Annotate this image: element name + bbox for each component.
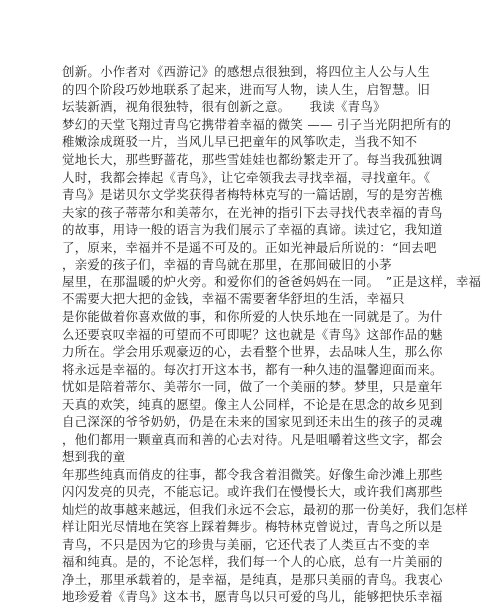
text-line-8: 青鸟》是诺贝尔文学奖获得者梅特林克写的一篇话剧，写的是穷苦樵 — [62, 187, 443, 202]
text-line-17: 力所在。学会用乐观豪迈的心，去看整个世界，去品味人生，那么你 — [62, 344, 443, 359]
text-line-5: 稚嫩涂成斑驳一片，当风儿早已把童年的风筝吹走，当我不知不 — [62, 134, 418, 149]
text-line-7: 人时，我都会捧起《青鸟》，让它牵领我去寻找幸福，寻找童年。《 — [62, 170, 431, 185]
text-line-9: 夫家的孩子蒂蒂尔和美蒂尔，在光神的指引下去寻找代表幸福的青鸟 — [62, 205, 443, 220]
text-line-18: 将永远是幸福的。每次打开这本书，都有一种久违的温馨迎面而来。 — [62, 362, 443, 377]
text-line-2: 的四个阶段巧妙地联系了起来，进而写人物，读人生，启智慧。旧 — [62, 82, 431, 97]
text-line-11: 了，原来，幸福并不是遥不可及的。正如光神最后所说的：“回去吧 — [62, 240, 437, 255]
text-line-23: 想到我的童 — [62, 449, 126, 464]
text-line-27: 样让阳光尽情地在笑容上踩着舞步。梅特林克曾说过，青鸟之所以是 — [62, 519, 443, 534]
text-line-6: 觉地长大，那些野蔷花，那些雪娃娃也都纷繁走开了。每当我孤独调 — [62, 152, 443, 167]
text-line-1: 创新。小作者对《西游记》的感想点很独到，将四位主人公与人生 — [62, 64, 431, 79]
text-line-31: 地珍爱着《青鸟》这本书，愿青鸟以只可爱的鸟儿，能够把快乐幸福 — [62, 589, 443, 604]
text-line-28: 青鸟，不只是因为它的珍贵与美丽，它还代表了人类亘古不变的幸 — [62, 537, 431, 552]
text-line-3: 坛装新酒，视角很独特，很有创新之意。 我读《青鸟》 — [62, 99, 386, 114]
text-line-21: 自己深深的爷爷奶奶，仍是在未来的国家见到还未出生的孩子的灵魂 — [62, 414, 443, 429]
text-line-16: 么还要哀叹幸福的可望而不可即呢？这也就是《青鸟》这部作品的魅 — [62, 327, 443, 342]
text-line-20: 天真的欢笑，纯真的愿望。像主人公同样，不论是在思念的故乡见到 — [62, 397, 443, 412]
text-line-26: 灿烂的故事越来越远，但我们永远不会忘，最初的那一份美好，我们怎样 — [62, 502, 469, 517]
text-line-15: 是你能做着你喜欢做的事，和你所爱的人快乐地在一同就是了。为什 — [62, 309, 443, 324]
text-line-12: ，亲爱的孩子们，幸福的青鸟就在那里，在那间破旧的小茅 — [62, 257, 392, 272]
text-line-14: 不需要大把大把的金钱，幸福不需要奢华舒坦的生活，幸福只 — [62, 291, 405, 306]
text-line-19: 忧如是陪着蒂尔、美蒂尔一同，做了一个美丽的梦。梦里，只是童年 — [62, 379, 443, 394]
text-line-13: 屋里，在那温暖的炉火旁。和爱你们的爸爸妈妈在一同。 ”正是这样，幸福 — [62, 274, 482, 289]
text-line-25: 闪闪发亮的贝壳，不能忘记。或许我们在慢慢长大，或许我们离那些 — [62, 484, 443, 499]
text-line-30: 净土，那里承载着的，是幸福，是纯真，是那只美丽的青鸟。我衷心 — [62, 572, 443, 587]
text-line-29: 福和纯真。是的，不论怎样，我们每一个人的心底，总有一片美丽的 — [62, 554, 443, 569]
text-line-22: ，他们都用一颗童真而和善的心去对待。凡是咀嚼着这些文字，都会 — [62, 432, 443, 447]
text-line-24: 年那些纯真而俏皮的往事，都令我含着泪微笑。好像生命沙滩上那些 — [62, 467, 443, 482]
text-line-10: 的故事，用诗一般的语言为我们展示了幸福的真谛。读过它，我知道 — [62, 222, 443, 237]
text-line-4: 梦幻的天堂飞翔过青鸟它携带着幸福的微笑 —— 引子当光阴把所有的 — [62, 117, 452, 132]
